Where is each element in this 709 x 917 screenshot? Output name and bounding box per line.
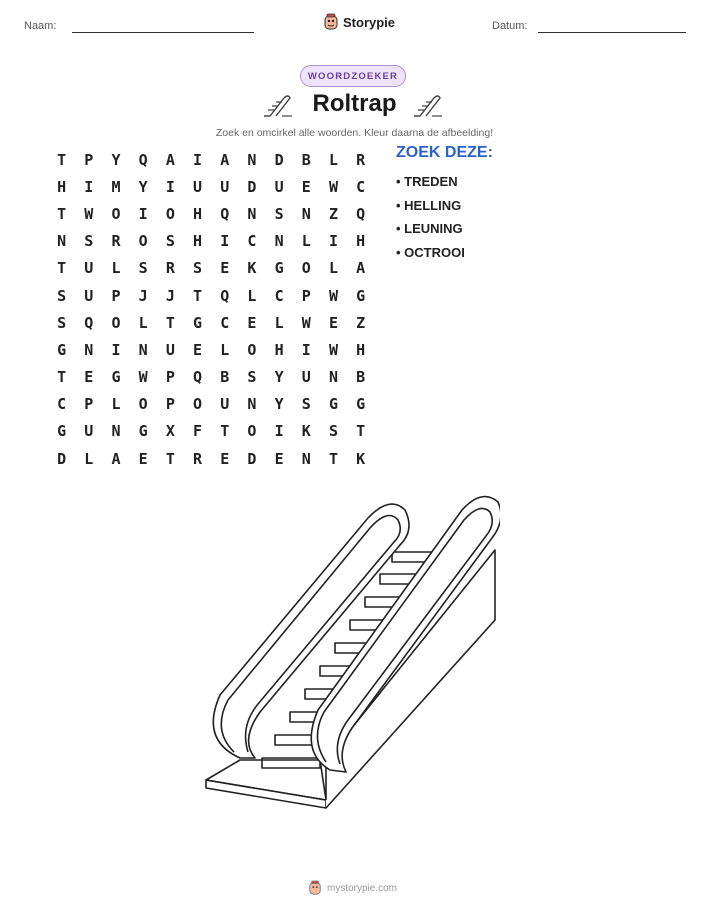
grid-cell: N	[84, 340, 94, 359]
grid-cell: U	[274, 177, 284, 196]
grid-cell: D	[274, 150, 284, 169]
grid-cell: I	[193, 150, 203, 169]
page-title: Roltrap	[312, 90, 397, 117]
grid-cell: K	[247, 259, 257, 278]
grid-cell: G	[274, 259, 284, 278]
grid-cell: L	[220, 340, 230, 359]
grid-cell: T	[57, 150, 67, 169]
grid-cell: U	[84, 422, 94, 441]
grid-cell: S	[165, 232, 175, 251]
grid-cell: R	[193, 449, 203, 468]
grid-cell: S	[328, 422, 338, 441]
grid-cell: O	[111, 204, 121, 223]
grid-cell: D	[247, 449, 257, 468]
grid-cell: D	[247, 177, 257, 196]
grid-cell: R	[356, 150, 366, 169]
grid-cell: U	[220, 395, 230, 414]
grid-cell: I	[328, 232, 338, 251]
grid-cell: E	[301, 177, 311, 196]
grid-cell: C	[220, 313, 230, 332]
footer-url: mystorypie.com	[327, 882, 398, 894]
grid-cell: S	[57, 313, 67, 332]
grid-cell: E	[220, 259, 230, 278]
grid-cell: Y	[274, 368, 284, 387]
grid-cell: N	[301, 204, 311, 223]
grid-cell: T	[57, 368, 67, 387]
grid-cell: I	[301, 340, 311, 359]
grid-cell: O	[247, 340, 257, 359]
grid-cell: R	[111, 232, 121, 251]
grid-cell: H	[356, 340, 366, 359]
grid-cell: U	[165, 340, 175, 359]
grid-cell: D	[57, 449, 67, 468]
grid-cell: Y	[138, 177, 148, 196]
grid-cell: Z	[328, 204, 338, 223]
grid-cell: O	[138, 395, 148, 414]
grid-cell: P	[84, 150, 94, 169]
grid-cell: G	[356, 286, 366, 305]
grid-cell: X	[165, 422, 175, 441]
grid-cell: L	[247, 286, 257, 305]
grid-cell: W	[138, 368, 148, 387]
grid-cell: A	[165, 150, 175, 169]
grid-cell: N	[328, 368, 338, 387]
grid-cell: Y	[274, 395, 284, 414]
grid-cell: I	[274, 422, 284, 441]
grid-cell: G	[111, 368, 121, 387]
footer-mascot-icon	[308, 880, 322, 896]
grid-cell: Z	[356, 313, 366, 332]
grid-cell: K	[356, 449, 366, 468]
grid-cell: U	[84, 259, 94, 278]
grid-cell: G	[138, 422, 148, 441]
grid-cell: Q	[356, 204, 366, 223]
grid-cell: C	[274, 286, 284, 305]
grid-cell: H	[356, 232, 366, 251]
grid-cell: T	[57, 204, 67, 223]
word-list	[396, 170, 465, 264]
grid-cell: G	[57, 422, 67, 441]
grid-cell: S	[193, 259, 203, 278]
word-item: • TREDEN	[396, 174, 458, 189]
grid-cell: E	[138, 449, 148, 468]
grid-cell: S	[84, 232, 94, 251]
word-item: • LEUNING	[396, 221, 463, 236]
grid-cell: A	[111, 449, 121, 468]
brand-name: Storypie	[343, 14, 396, 30]
grid-cell: S	[301, 395, 311, 414]
grid-cell: C	[57, 395, 67, 414]
grid-cell: E	[84, 368, 94, 387]
grid-cell: U	[220, 177, 230, 196]
grid-cell: E	[193, 340, 203, 359]
grid-cell: P	[84, 395, 94, 414]
grid-cell: O	[301, 259, 311, 278]
grid-cell: W	[84, 204, 94, 223]
grid-cell: S	[247, 368, 257, 387]
grid-cell: W	[328, 340, 338, 359]
word-list-title: ZOEK DEZE:	[396, 144, 493, 161]
grid-cell: N	[301, 449, 311, 468]
grid-cell: G	[57, 340, 67, 359]
date-line	[538, 32, 686, 33]
grid-cell: Q	[220, 286, 230, 305]
grid-cell: P	[165, 368, 175, 387]
brand-logo	[323, 13, 395, 31]
grid-cell: N	[57, 232, 67, 251]
grid-cell: H	[193, 232, 203, 251]
grid-cell: N	[111, 422, 121, 441]
grid-cell: H	[274, 340, 284, 359]
word-item: • HELLING	[396, 197, 462, 213]
grid-cell: M	[111, 177, 121, 196]
grid-cell: L	[111, 395, 121, 414]
grid-cell: S	[57, 286, 67, 305]
grid-cell: U	[84, 286, 94, 305]
grid-cell: B	[356, 368, 366, 387]
grid-cell: G	[356, 395, 366, 414]
grid-cell: T	[165, 449, 175, 468]
worksheet-type-badge: WOORDZOEKER	[300, 65, 406, 87]
date-label: Datum:	[492, 20, 528, 32]
grid-cell: T	[165, 313, 175, 332]
grid-cell: U	[193, 177, 203, 196]
grid-cell: N	[138, 340, 148, 359]
grid-cell: I	[111, 340, 121, 359]
grid-cell: A	[220, 150, 230, 169]
grid-cell: Q	[138, 150, 148, 169]
grid-cell: W	[328, 177, 338, 196]
grid-cell: Y	[111, 150, 121, 169]
grid-cell: P	[111, 286, 121, 305]
grid-cell: L	[301, 232, 311, 251]
grid-cell: Q	[220, 204, 230, 223]
grid-cell: B	[301, 150, 311, 169]
grid-cell: K	[301, 422, 311, 441]
name-label: Naam:	[24, 20, 57, 32]
grid-cell: Q	[193, 368, 203, 387]
brand-mascot-icon	[323, 13, 339, 31]
grid-cell: L	[274, 313, 284, 332]
grid-cell: I	[84, 177, 94, 196]
grid-cell: J	[138, 286, 148, 305]
grid-cell: O	[193, 395, 203, 414]
grid-cell: G	[328, 395, 338, 414]
grid-cell: E	[328, 313, 338, 332]
grid-cell: R	[165, 259, 175, 278]
grid-cell: S	[274, 204, 284, 223]
grid-cell: I	[220, 232, 230, 251]
grid-cell: J	[165, 286, 175, 305]
grid-cell: F	[193, 422, 203, 441]
footer	[308, 880, 397, 896]
grid-cell: S	[138, 259, 148, 278]
grid-cell: C	[356, 177, 366, 196]
grid-cell: P	[165, 395, 175, 414]
grid-cell: N	[247, 395, 257, 414]
grid-cell: L	[328, 150, 338, 169]
grid-cell: L	[328, 259, 338, 278]
grid-cell: T	[328, 449, 338, 468]
grid-cell: O	[165, 204, 175, 223]
word-search-grid	[48, 146, 374, 472]
name-line	[72, 32, 254, 33]
grid-cell: H	[193, 204, 203, 223]
grid-cell: L	[84, 449, 94, 468]
grid-cell: C	[247, 232, 257, 251]
grid-cell: O	[138, 232, 148, 251]
grid-cell: E	[247, 313, 257, 332]
escalator-illustration	[200, 490, 500, 810]
grid-cell: G	[193, 313, 203, 332]
grid-cell: H	[57, 177, 67, 196]
grid-cell: P	[301, 286, 311, 305]
grid-cell: T	[220, 422, 230, 441]
grid-cell: I	[138, 204, 148, 223]
grid-cell: N	[247, 204, 257, 223]
grid-cell: N	[274, 232, 284, 251]
grid-cell: T	[57, 259, 67, 278]
grid-cell: Q	[84, 313, 94, 332]
grid-cell: B	[220, 368, 230, 387]
instructions: Zoek en omcirkel alle woorden. Kleur daarna de afbeelding!	[215, 127, 494, 139]
grid-cell: O	[247, 422, 257, 441]
grid-cell: E	[220, 449, 230, 468]
grid-cell: T	[193, 286, 203, 305]
grid-cell: U	[301, 368, 311, 387]
word-item: • OCTROOI	[396, 244, 465, 260]
grid-cell: W	[328, 286, 338, 305]
escalator-right-icon	[412, 92, 444, 118]
grid-cell: O	[111, 313, 121, 332]
grid-cell: N	[247, 150, 257, 169]
grid-cell: I	[165, 177, 175, 196]
grid-cell: L	[138, 313, 148, 332]
grid-cell: E	[274, 449, 284, 468]
grid-cell: L	[111, 259, 121, 278]
grid-cell: T	[356, 422, 366, 441]
grid-cell: A	[356, 259, 366, 278]
grid-cell: W	[301, 313, 311, 332]
